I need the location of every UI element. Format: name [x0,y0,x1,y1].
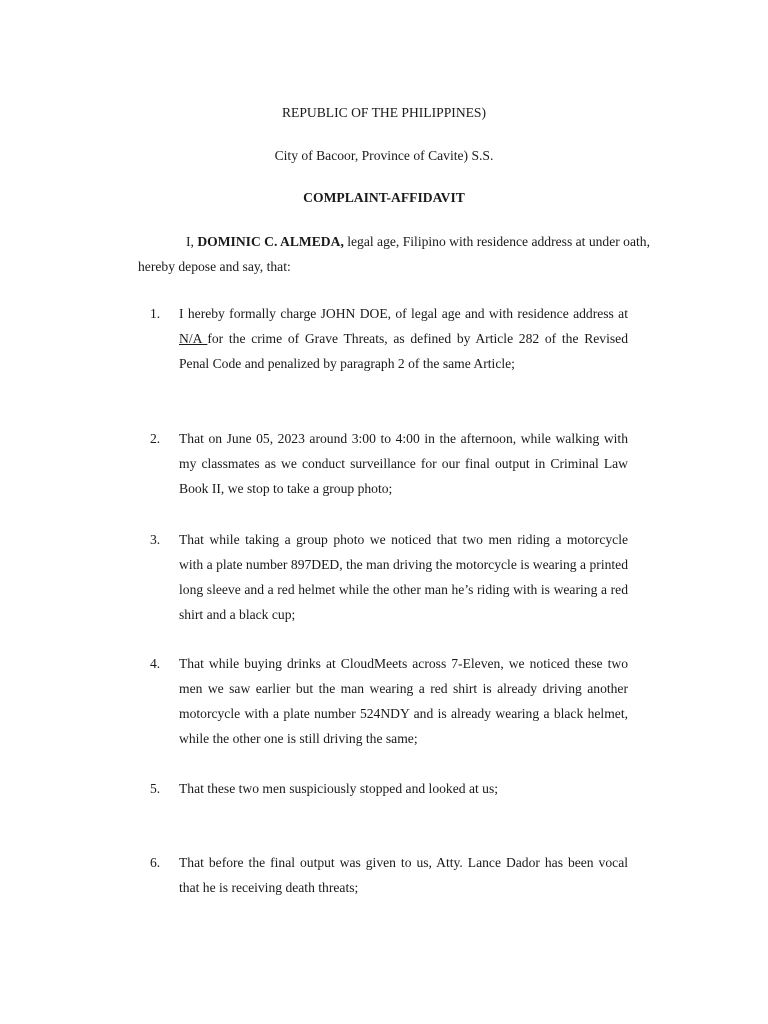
list-item-number: 6. [150,855,161,870]
list-item-text: That before the final output was given to us, Atty. Lance Dador has been vocal that he is receiving death threats; [179,855,628,895]
item-text-after: for the crime of Grave Threats, as defined by Article 282 of the Revised Penal Code and penalized by paragraph 2 of the same Article; [179,331,628,371]
list-item [150,527,628,627]
list-item-text: That on June 05, 2023 around 3:00 to 4:00 in the afternoon, while walking with my classmates as we conduct surveillance for our final output in Criminal Law Book II, we stop to take a group photo; [179,431,628,496]
intro-suffix: legal age, Filipino with residence address at under oath, hereby depose and say, that: [138,234,650,274]
intro-paragraph [138,229,658,279]
list-item [150,776,628,801]
document-header-line-1: REPUBLIC OF THE PHILIPPINES) [281,105,487,120]
document-header-line-2: City of Bacoor, Province of Cavite) S.S. [274,148,494,163]
list-item [150,301,628,376]
intro-prefix: I, [186,234,198,249]
list-item-number: 4. [150,656,161,671]
list-item-text [179,301,628,376]
affiant-name: DOMINIC C. ALMEDA, [197,234,344,249]
item-text-before: I hereby formally charge JOHN DOE, of legal age and with residence address at [179,306,628,321]
address-value: N/A [179,331,208,346]
list-item-number: 1. [150,306,161,321]
list-item [150,850,628,900]
list-item [150,426,628,501]
list-item-number: 2. [150,431,161,446]
list-item-text: That these two men suspiciously stopped and looked at us; [179,781,499,796]
list-item-text: That while buying drinks at CloudMeets across 7-Eleven, we noticed these two men we saw earlier but the man wearing a red shirt is already driving another motorcycle with a plate number 524NDY and is already wearing a black helmet, while the other one is still driving the same; [179,656,628,746]
list-item [150,651,628,751]
list-item-text: That while taking a group photo we noticed that two men riding a motorcycle with a plate number 897DED, the man driving the motorcycle is wearing a printed long sleeve and a red helmet while the other man he’s riding with is wearing a red shirt and a black cup; [179,532,628,622]
document-title: COMPLAINT-AFFIDAVIT [303,190,465,205]
list-item-number: 5. [150,781,161,796]
list-item-number: 3. [150,532,161,547]
